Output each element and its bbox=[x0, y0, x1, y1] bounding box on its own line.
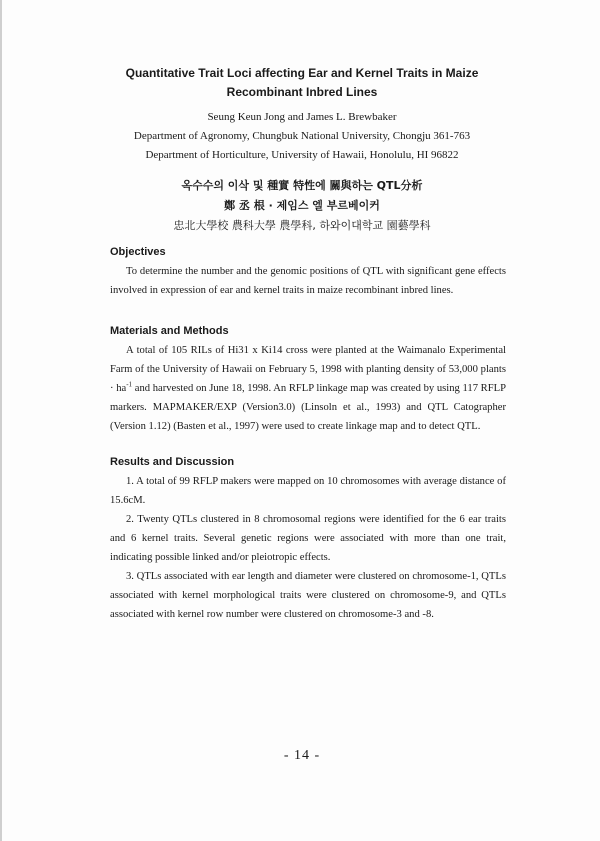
affiliation-1: Department of Agronomy, Chungbuk National University, Chongju 361-763 bbox=[133, 130, 471, 142]
results-section bbox=[110, 453, 506, 624]
results-item: 1. A total of 99 RFLP makers were mapped on 10 chromosomes with average distance of 15.6cM. bbox=[110, 476, 506, 506]
methods-section bbox=[110, 322, 506, 436]
author-block bbox=[62, 108, 542, 165]
results-item: 3. QTLs associated with ear length and diameter were clustered on chromosome-1, QTLs associated with kernel morphological traits were clustered on chromosome-9, and QTLs associated with kernel row number were clustered on chromosome-3 and -8. bbox=[110, 571, 506, 620]
methods-text bbox=[110, 341, 506, 436]
objectives-heading: Objectives bbox=[110, 246, 166, 258]
korean-title: 옥수수의 이삭 및 種實 特性에 關與하는 QTL分析 bbox=[181, 179, 423, 192]
objectives-section bbox=[110, 243, 506, 300]
methods-heading: Materials and Methods bbox=[110, 325, 229, 337]
title-line-1: Quantitative Trait Loci affecting Ear and Kernel Traits in Maize bbox=[125, 66, 479, 80]
korean-header bbox=[62, 176, 542, 236]
title-line-2: Recombinant Inbred Lines bbox=[226, 85, 378, 99]
objectives-text: To determine the number and the genomic positions of QTL with significant gene effects involved in expression of ear and kernel traits in maize recombinant inbred lines. bbox=[110, 266, 506, 296]
results-heading: Results and Discussion bbox=[110, 456, 235, 468]
paper-title bbox=[62, 64, 542, 102]
results-item: 2. Twenty QTLs clustered in 8 chromosomal regions were identified for the 6 ear traits and 6 kernel traits. Several genetic regions were associated with more than one trait, indicating possible linked and/or pleiotropic effects. bbox=[110, 514, 506, 563]
methods-superscript: -1 bbox=[126, 380, 133, 389]
author-names: Seung Keun Jong and James L. Brewbaker bbox=[207, 111, 397, 123]
methods-text-part-1: A total of 105 RILs of Hi31 x Ki14 cross were planted at the Waimanalo Experimental Farm of the University of Hawaii on February 5, 1998 with planting density of 53,000 plants · ha bbox=[110, 345, 506, 394]
page-number: - 14 - bbox=[283, 748, 321, 763]
korean-authors: 鄭 丞 根 · 제임스 엘 부르베이커 bbox=[224, 199, 380, 212]
korean-affiliation: 忠北大學校 農科大學 農學科, 하와이대학교 園藝學科 bbox=[173, 219, 431, 232]
methods-text-part-2: and harvested on June 18, 1998. An RFLP linkage map was created by using 117 RFLP markers. MAPMAKER/EXP (Version3.0) (Linsoln et al., 1993) and QTL Catographer (Version 1.12) (Basten et al., 1997) were used to create linkage map and to detect QTL. bbox=[110, 383, 506, 432]
affiliation-2: Department of Horticulture, University of Hawaii, Honolulu, HI 96822 bbox=[145, 149, 459, 161]
